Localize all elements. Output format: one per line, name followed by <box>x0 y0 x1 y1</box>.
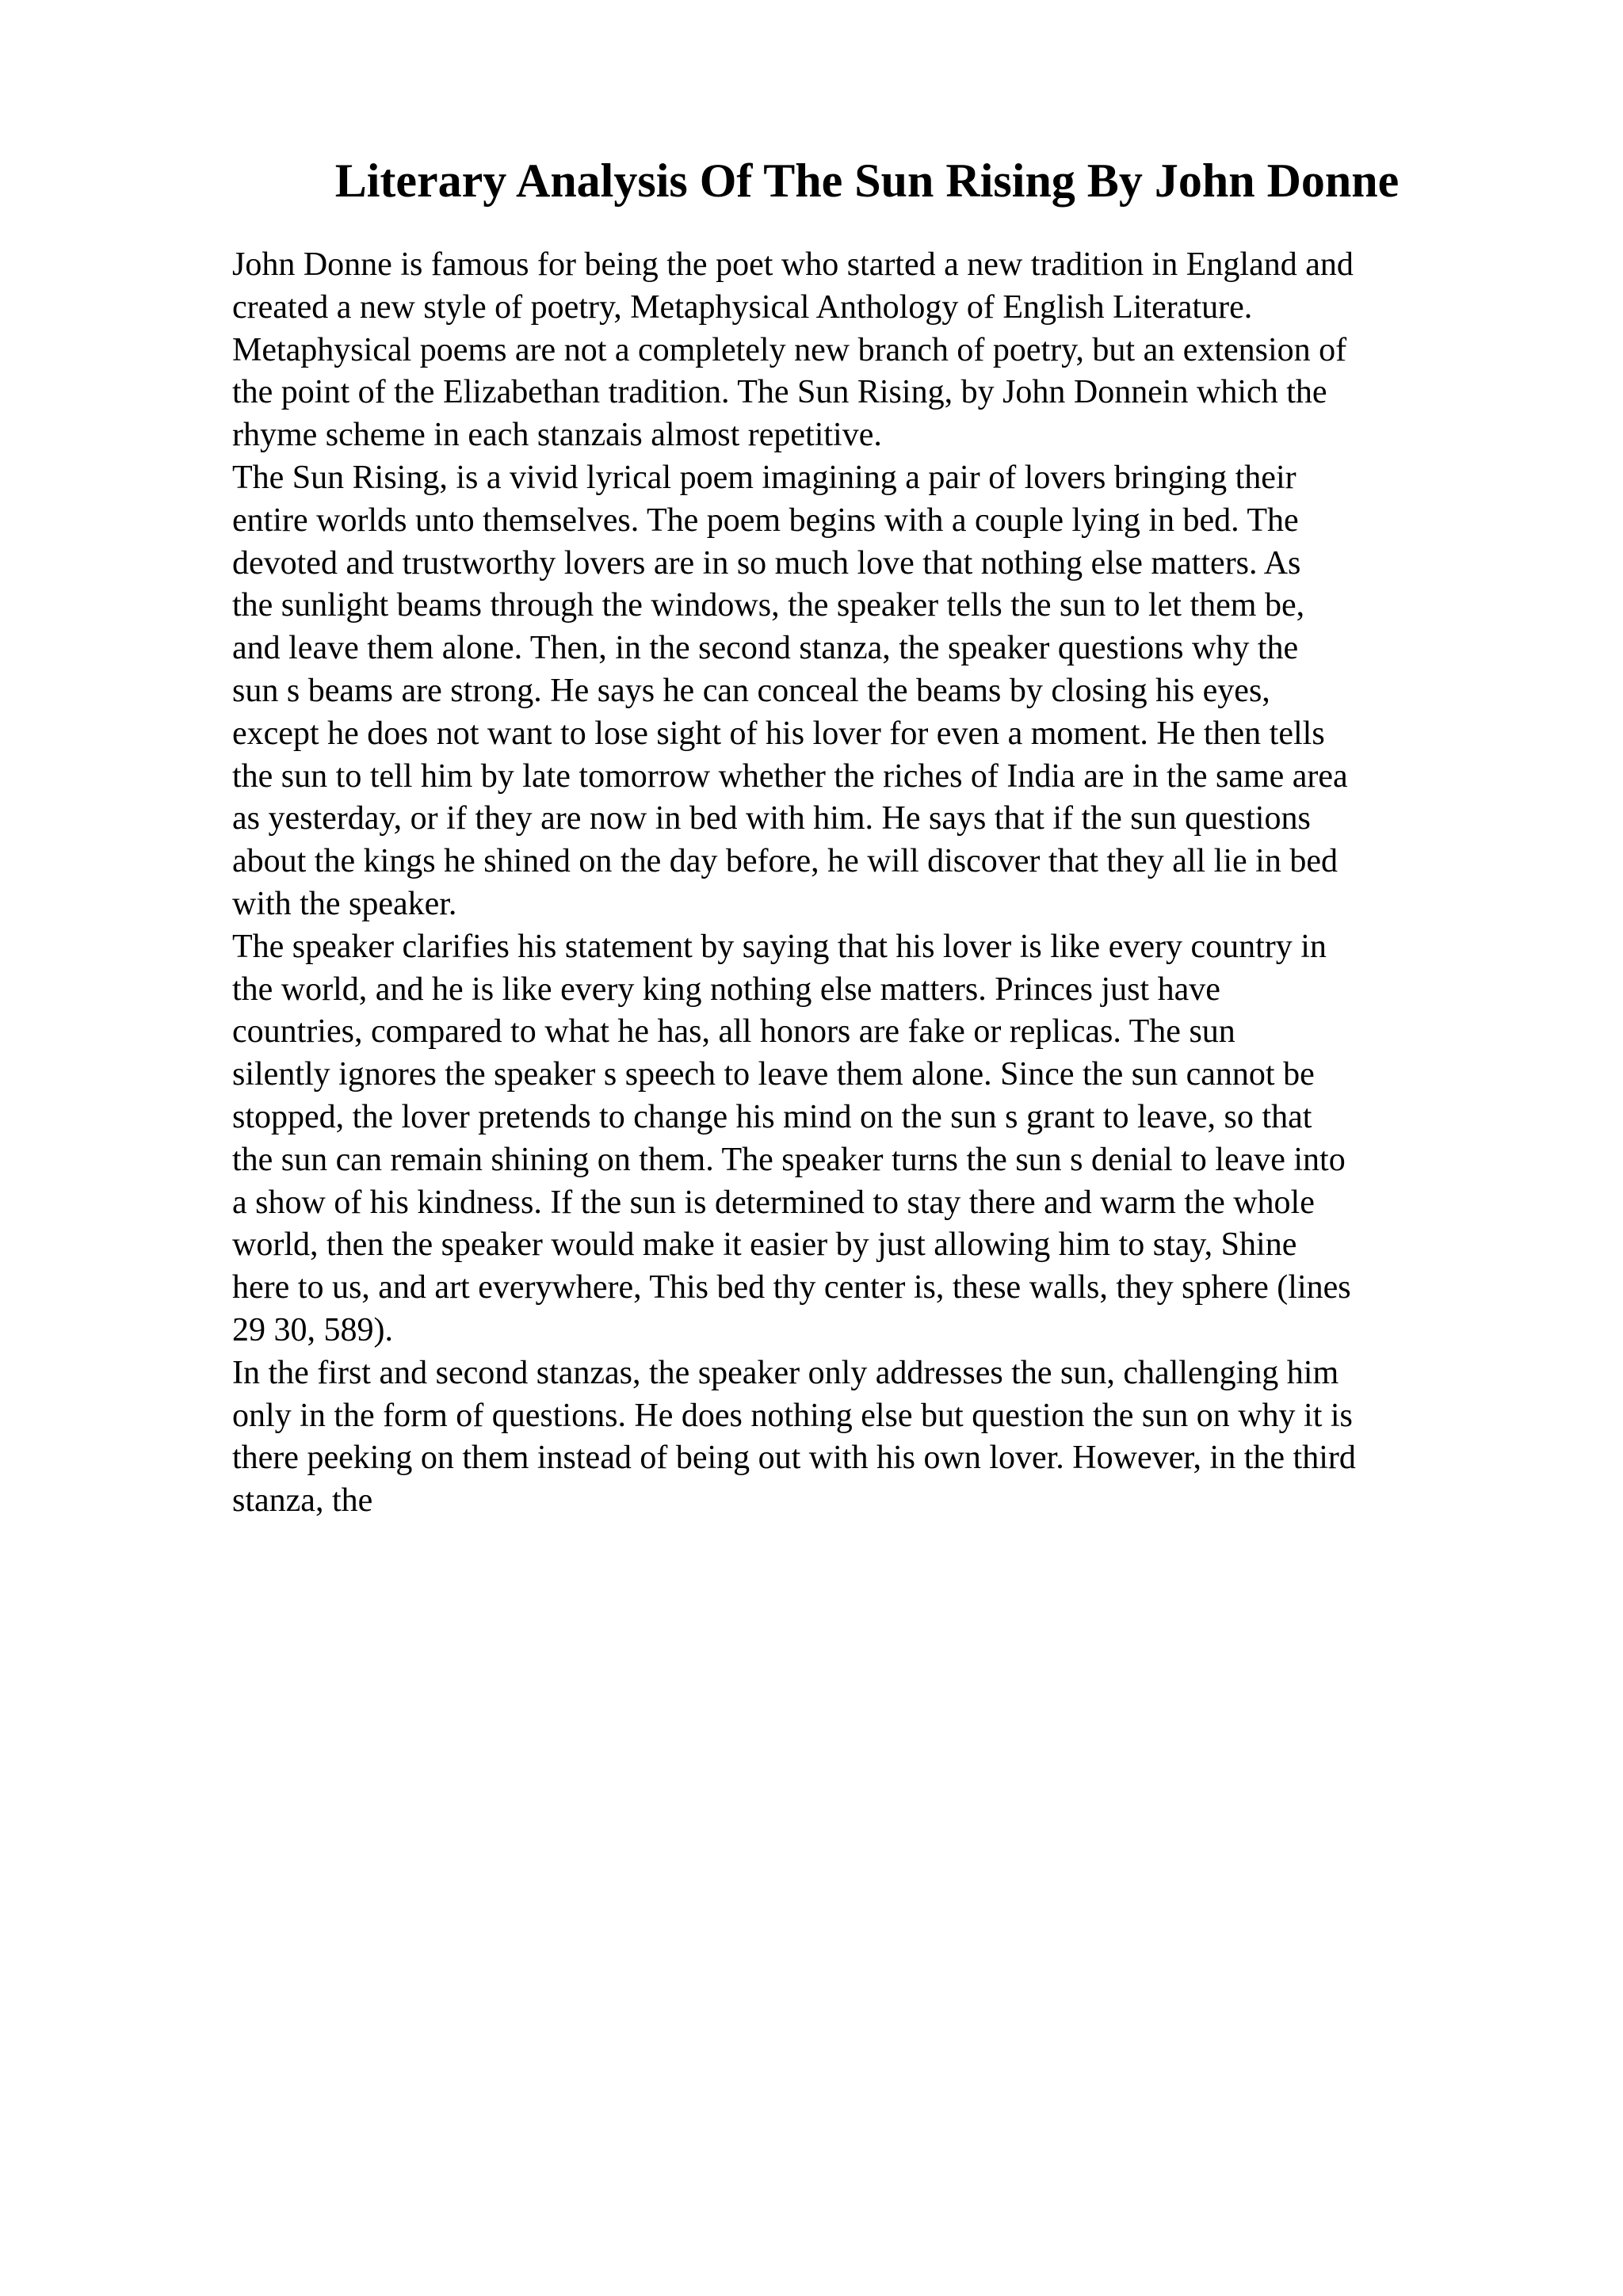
text-line: created a new style of poetry, Metaphysical Anthology of English Literature. <box>232 288 1253 326</box>
text-line: In the first and second stanzas, the speaker only addresses the sun, challenging him <box>232 1354 1339 1391</box>
document-title: Literary Analysis Of The Sun Rising By John Donne <box>334 154 1400 207</box>
document-body <box>232 244 1500 1523</box>
text-line: the sunlight beams through the windows, the speaker tells the sun to let them be, <box>232 587 1305 624</box>
text-line: the point of the Elizabethan tradition. The Sun Rising, by John Donnein which the <box>232 374 1327 411</box>
text-line: silently ignores the speaker s speech to leave them alone. Since the sun cannot be <box>232 1056 1315 1093</box>
text-line: the sun can remain shining on them. The speaker turns the sun s denial to leave into <box>232 1141 1346 1178</box>
text-line: there peeking on them instead of being out with his own lover. However, in the third <box>232 1440 1356 1477</box>
text-line: with the speaker. <box>232 885 457 922</box>
text-line: Metaphysical poems are not a completely new branch of poetry, but an extension of <box>232 331 1347 368</box>
text-line: 29 30, 589). <box>232 1311 393 1348</box>
text-line: world, then the speaker would make it easier by just allowing him to stay, Shine <box>232 1226 1297 1264</box>
text-line: the world, and he is like every king nothing else matters. Princes just have <box>232 971 1220 1008</box>
text-line: about the kings he shined on the day before, he will discover that they all lie in bed <box>232 843 1338 880</box>
text-line: except he does not want to lose sight of his lover for even a moment. He then tells <box>232 715 1325 752</box>
text-line: as yesterday, or if they are now in bed with him. He says that if the sun questions <box>232 800 1311 837</box>
text-line: and leave them alone. Then, in the second stanza, the speaker questions why the <box>232 630 1299 667</box>
text-line: entire worlds unto themselves. The poem begins with a couple lying in bed. The <box>232 502 1299 539</box>
text-line: rhyme scheme in each stanzais almost repetitive. <box>232 417 882 454</box>
text-line: devoted and trustworthy lovers are in so much love that nothing else matters. As <box>232 544 1301 582</box>
text-line: The speaker clarifies his statement by saying that his lover is like every country in <box>232 928 1327 965</box>
text-line: stopped, the lover pretends to change his mind on the sun s grant to leave, so that <box>232 1098 1312 1135</box>
text-line: only in the form of questions. He does nothing else but question the sun on why it is <box>232 1397 1353 1434</box>
text-line: a show of his kindness. If the sun is determined to stay there and warm the whole <box>232 1184 1315 1221</box>
text-line: John Donne is famous for being the poet who started a new tradition in England and <box>232 246 1354 283</box>
text-line: here to us, and art everywhere, This bed thy center is, these walls, they sphere (lines <box>232 1269 1351 1306</box>
text-line: The Sun Rising, is a vivid lyrical poem imagining a pair of lovers bringing their <box>232 459 1296 496</box>
text-line: stanza, the <box>232 1482 373 1520</box>
text-line: countries, compared to what he has, all honors are fake or replicas. The sun <box>232 1013 1235 1051</box>
text-line: sun s beams are strong. He says he can conceal the beams by closing his eyes, <box>232 672 1270 709</box>
text-line: the sun to tell him by late tomorrow whether the riches of India are in the same area <box>232 757 1348 795</box>
